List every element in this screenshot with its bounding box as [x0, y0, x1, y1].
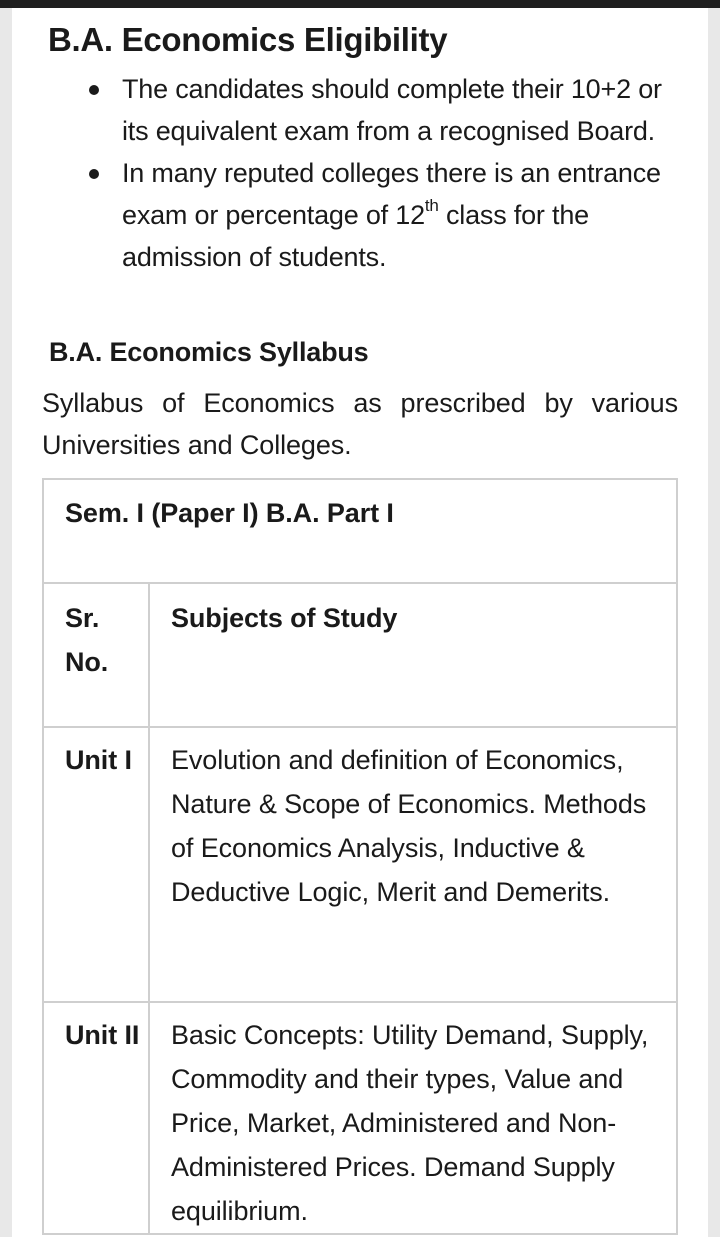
unit-subjects: Evolution and definition of Economics, Nature & Scope of Economics. Methods of Economics Analysis, Inductive & Deductive Logic, Merit and Demerits. — [149, 727, 677, 1002]
article-page — [12, 8, 708, 1237]
table-row — [43, 727, 677, 1002]
syllabus-table — [42, 478, 678, 1235]
eligibility-list — [122, 68, 672, 278]
ordinal-suffix: th — [424, 196, 439, 215]
unit-label: Unit I — [43, 727, 149, 1002]
syllabus-description: Syllabus of Economics as prescribed by various Universities and Colleges. — [42, 388, 678, 460]
eligibility-bullet-2-tail: class for the admission of students. — [122, 200, 589, 272]
table-caption: Sem. I (Paper I) B.A. Part I — [43, 479, 677, 583]
eligibility-bullet-1: The candidates should complete their 10+2 or its equivalent exam from a recognised Board. — [122, 74, 662, 146]
list-item — [122, 152, 672, 278]
syllabus-heading: B.A. Economics Syllabus — [49, 337, 369, 367]
column-header-subjects: Subjects of Study — [149, 583, 677, 727]
table-caption-row — [43, 479, 677, 583]
eligibility-heading: B.A. Economics Eligibility — [48, 21, 448, 58]
eligibility-bullet-2-text: In many reputed colleges there is an entrance exam or percentage of 12 — [122, 158, 661, 230]
top-bar — [0, 0, 720, 8]
table-header-row — [43, 583, 677, 727]
table-row — [43, 1002, 677, 1234]
unit-subjects: Basic Concepts: Utility Demand, Supply, Commodity and their types, Value and Price, Market, Administered and Non-Administered Prices. Demand Supply equilibrium. — [149, 1002, 677, 1234]
unit-label: Unit II — [43, 1002, 149, 1234]
column-header-sr-no: Sr. No. — [43, 583, 149, 727]
list-item — [122, 68, 672, 152]
